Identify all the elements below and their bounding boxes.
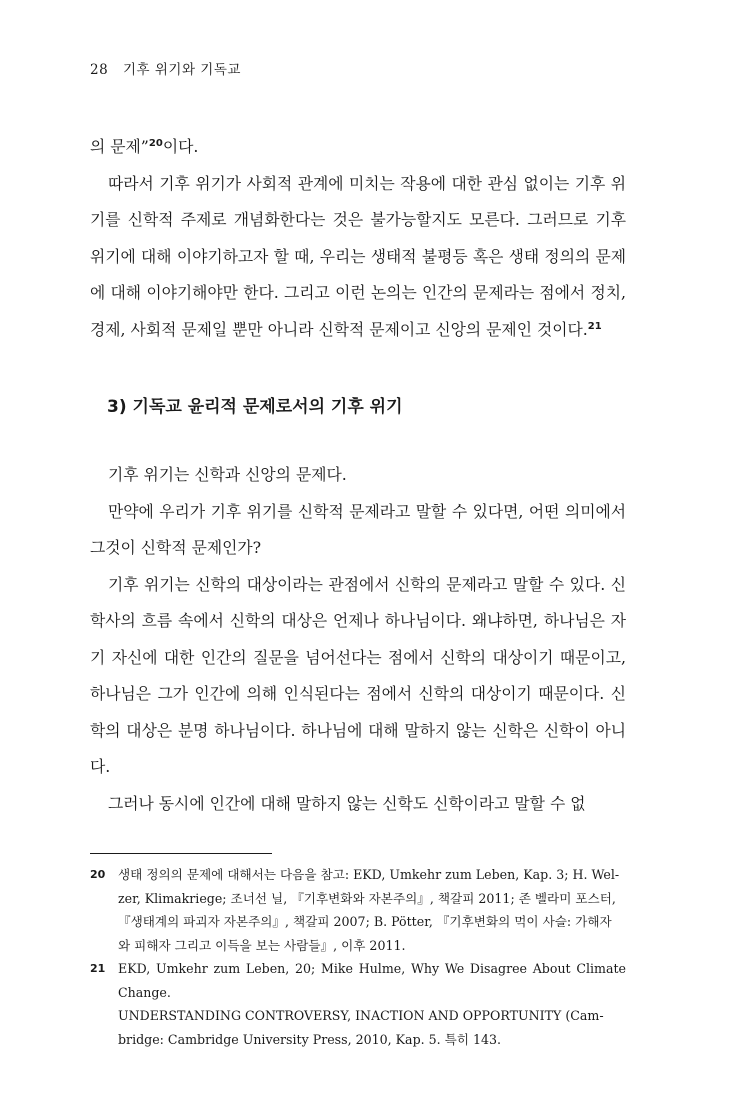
footnote-21 xyxy=(90,957,626,1051)
paragraph: 의 문제”$^{20}$이다. xyxy=(90,137,199,156)
paragraph: 기후 위기는 신학의 대상이라는 관점에서 신학의 문제라고 말할 수 있다. 신학사의 흐름 속에서 신학의 대상은 언제나 하나님이다. 왜냐하면, 하나님은 자기 자신에 대한 인간의 질문을 넘어선다는 점에서 신학의 대상이기 때문이고, 하나님은 그가 인간에 의해 인식된다는 점에서 신학의 대상이기 때문이다. 신학의 대상은 분명 하나님이다. 하나님에 대해 말하지 않는 신학은 신학이 아니다. xyxy=(90,574,626,776)
footnote-line: zer, Klimakriege; 조너선 닐, 『기후변화와 자본주의』, 책갈피 2011; 존 벨라미 포스터, xyxy=(118,890,616,906)
footnote-line: 생태 정의의 문제에 대해서는 다음을 참고: EKD, Umkehr zum Leben, Kap. 3; H. Wel- xyxy=(118,867,620,882)
running-header xyxy=(90,58,241,78)
paragraph: 따라서 기후 위기가 사회적 관계에 미치는 작용에 대한 관심 없이는 기후 위기를 신학적 주제로 개념화한다는 것은 불가능할지도 모른다. 그러므로 기후 위기에 대해 이야기하고자 할 때, 우리는 생태적 불평등 혹은 생태 정의의 문제에 대해 이야기해야만 한다. 그리고 이런 논의는 인간의 문제라는 점에서 정치, 경제, 사회적 문제일 뿐만 아니라 신학적 문제이고 신앙의 문제인 것이다.$^{21}$ xyxy=(90,173,626,339)
footnote-line: 『생태계의 파괴자 자본주의』, 책갈피 2007; B. Pötter, 『기후변화의 먹이 사슬: 가해자 xyxy=(118,914,612,929)
footnote-ref-20: 20 xyxy=(148,138,163,149)
footnote-number: 21 xyxy=(90,962,106,975)
book-title: 기후 위기와 기독교 xyxy=(122,62,241,78)
footnote-line: UNDERSTANDING CONTROVERSY, INACTION AND OPPORTUNITY (Cam- xyxy=(118,1008,604,1023)
footnote-ref-21: 21 xyxy=(587,320,602,332)
page-number: 28 xyxy=(90,62,109,78)
footnote-line: 와 피해자 그리고 이득을 보는 사람들』, 이후 2011. xyxy=(118,937,406,953)
paragraph: 기후 위기는 신학과 신앙의 문제다. xyxy=(108,465,347,484)
footnote-divider xyxy=(90,853,272,854)
footnote-20 xyxy=(90,863,626,957)
paragraph: 그러나 동시에 인간에 대해 말하지 않는 신학도 신학이라고 말할 수 없 xyxy=(108,793,586,813)
paragraph: 만약에 우리가 기후 위기를 신학적 문제라고 말할 수 있다면, 어떤 의미에서 그것이 신학적 문제인가? xyxy=(90,501,626,557)
section-heading: 3) 기독교 윤리적 문제로서의 기후 위기 xyxy=(107,397,403,417)
body-text-bottom xyxy=(90,457,626,822)
footnote-line: bridge: Cambridge University Press, 2010, Kap. 5. 특히 143. xyxy=(118,1031,502,1047)
body-text-top xyxy=(90,129,626,348)
footnotes xyxy=(90,863,626,1051)
footnote-number: 20 xyxy=(90,868,106,881)
footnote-line: EKD, Umkehr zum Leben, 20; Mike Hulme, Why We Disagree About Climate Change. xyxy=(118,961,626,1000)
